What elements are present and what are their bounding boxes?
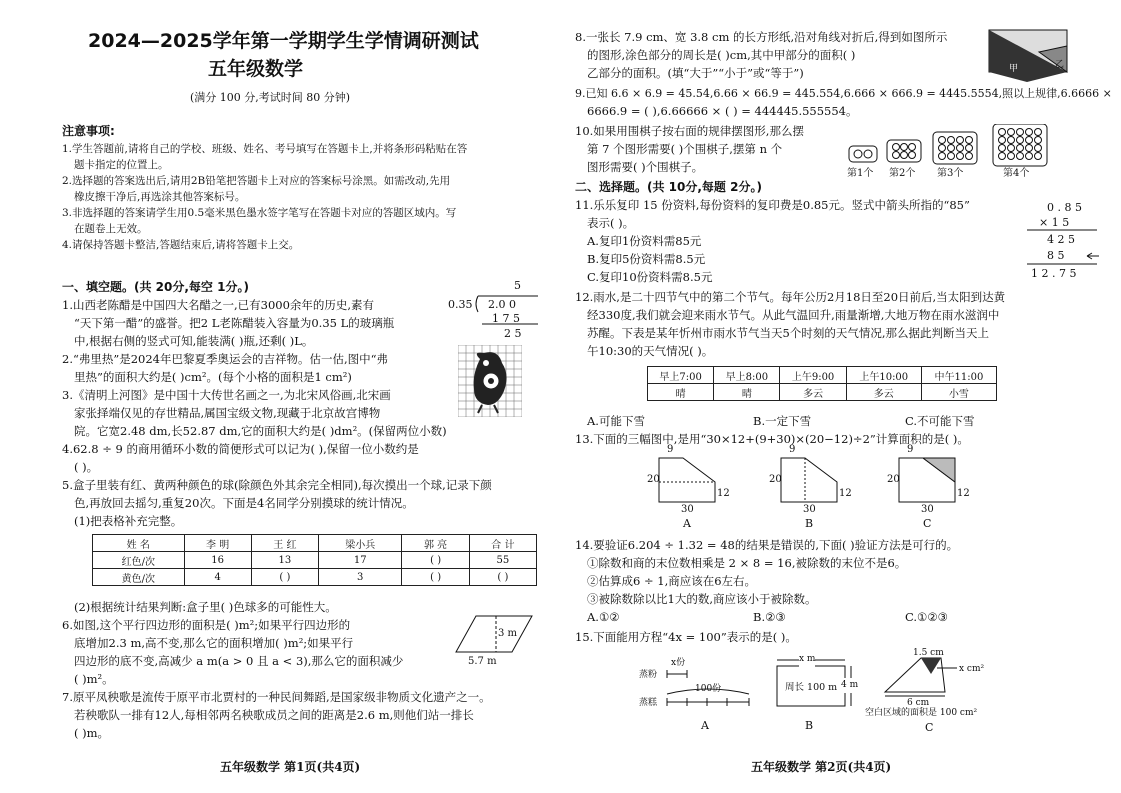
table-cell: 55 (469, 552, 536, 569)
note-line: 1.学生答题前,请将自己的学校、班级、姓名、考号填写在答题卡上,并将条形码粘贴在答 (62, 143, 468, 155)
option-line: B.复印5份资料需8.5元 (587, 252, 706, 266)
division-remainder: 2 5 (504, 327, 522, 340)
dim-label: 1.5 cm (913, 648, 944, 658)
table-cell: 16 (184, 552, 251, 569)
question-line: 若秧歌队一排有12人,每相邻两名秧歌成员之间的距离是2.6 m,则他们站一排长 (74, 708, 474, 722)
weather-table (647, 366, 997, 401)
question-line: 3.《清明上河图》是中国十大传世名画之一,为北宋风俗画,北宋画 (62, 388, 391, 402)
exam-title: 2024—2025学年第一学期学生学情调研测试 (88, 30, 479, 52)
note-line: 在题卷上无效。 (74, 223, 148, 235)
segment-label: 蒸糕 (639, 698, 658, 708)
long-division-figure (448, 278, 540, 342)
question-line: ①除数和商的末位数相乘是 2 × 8 = 16,被除数的末位不是6。 (587, 556, 907, 570)
table-cell: 3 (319, 569, 402, 586)
notes-heading: 注意事项: (62, 124, 115, 138)
question-line: 苏醒。下表是某年忻州市雨水节气当天5个时刻的天气情况,那么据此判断当天上 (587, 326, 989, 340)
option-line: C.不可能下雪 (905, 414, 975, 428)
table-cell: ( ) (251, 569, 318, 586)
question-line: (2)根据统计结果判断:盒子里( )色球多的可能性大。 (74, 600, 337, 614)
table-cell: ( ) (402, 552, 469, 569)
division-divisor: 0.35 (448, 298, 473, 311)
perimeter-label: 周长 100 m (785, 682, 838, 693)
question-line: 乙部分的面积。(填“大于”“小于”或“等于”) (587, 66, 804, 80)
mult-row: 1 2 . 7 5 (1031, 267, 1077, 280)
option-letter: C (923, 517, 932, 530)
table-row (93, 569, 537, 586)
dim-label: 4 m (841, 678, 858, 693)
dim-label: 12 (839, 488, 852, 499)
segment-total: 100份 (695, 684, 722, 694)
triangle-diagram-c (865, 648, 1015, 734)
question-line: 5.盒子里装有红、黄两种颜色的球(除颜色外其余完全相同),每次摸出一个球,记录下颜 (62, 478, 492, 492)
table-cell: ( ) (402, 569, 469, 586)
question-line: 11.乐乐复印 15 份资料,每份资料的复印费是0.85元。竖式中箭头所指的“85” (575, 198, 970, 212)
dim-label: 20 (769, 474, 782, 485)
table-cell: 郭 亮 (402, 535, 469, 552)
mascot-grid-figure (458, 345, 522, 417)
option-line: C.复印10份资料需8.5元 (587, 270, 713, 284)
label-yi: 乙 (1055, 60, 1065, 70)
note-line: 3.非选择题的答案请学生用0.5毫米黑色墨水签字笔写在答题卡对应的答题区域内。写 (62, 207, 457, 219)
go-figure-label: 第4个 (1003, 168, 1030, 179)
table-cell: 晴 (648, 384, 714, 401)
question-line: ( )m。 (74, 726, 110, 740)
table-cell: 17 (319, 552, 402, 569)
dim-label: 20 (887, 474, 900, 485)
option-letter: C (925, 721, 934, 734)
mult-row: 4 2 5 (1047, 233, 1075, 246)
dim-label: 30 (921, 504, 934, 515)
right-page (565, 0, 1110, 793)
note-line: 4.请保持答题卡整洁,答题结束后,请将答题卡上交。 (62, 239, 300, 251)
question-line: 的图形,涂色部分的周长是( )cm,其中甲部分的面积( ) (587, 48, 856, 62)
question-line: 9.已知 6.6 × 6.9 = 45.54,6.66 × 66.9 = 445.554,6.666 × 666.9 = 4445.5554,照以上规律,6.6666 × (575, 87, 1112, 100)
figure-caption: 空白区域的面积是 100 cm² (865, 708, 978, 718)
table-cell: 李 明 (184, 535, 251, 552)
question-line: 第 7 个图形需要( )个围棋子,摆第 n 个 (587, 142, 783, 156)
exam-subject-title: 五年级数学 (208, 58, 304, 80)
mult-row: × 1 5 (1039, 216, 1070, 229)
table-cell: 小雪 (921, 384, 996, 401)
ball-count-table (92, 534, 537, 586)
question-line: 色,再放回去摇匀,重复20次。下面是4名同学分别摸球的统计情况。 (74, 496, 414, 510)
table-header-row (648, 367, 997, 384)
division-quotient: 5 (514, 279, 521, 292)
note-line: 2.选择题的答案选出后,请用2B铅笔把答题卡上对应的答案标号涂黑。如需改动,先用 (62, 175, 451, 187)
table-cell: 上午9:00 (780, 367, 846, 384)
dim-label: 30 (681, 504, 694, 515)
division-dividend: 2.0 0 (488, 298, 516, 311)
dim-label: 9 (789, 444, 796, 455)
table-cell: 姓 名 (93, 535, 185, 552)
label-jia: 甲 (1009, 64, 1019, 74)
table-cell: 早上8:00 (714, 367, 780, 384)
question-line: 中,根据右侧的竖式可知,能装满( )瓶,还剩( )L。 (74, 334, 314, 348)
table-row (648, 384, 997, 401)
division-product: 1 7 5 (492, 312, 520, 325)
folded-paper-figure (987, 28, 1069, 84)
option-line: B.一定下雪 (753, 414, 812, 428)
option-line: A.可能下雪 (587, 414, 645, 428)
table-cell: 13 (251, 552, 318, 569)
question-line: 7.原平凤秧歌是流传于原平市北贾村的一种民间舞蹈,是国家级非物质文化遗产之一。 (62, 690, 491, 704)
exam-subtitle: (满分 100 分,考试时间 80 分钟) (190, 91, 351, 104)
question-line: 四边形的底不变,高减少 a m(a > 0 且 a < 3),那么它的面积减少 (74, 654, 404, 668)
table-cell: 梁小兵 (319, 535, 402, 552)
go-pieces-figure (847, 124, 1097, 180)
question-line: 院。它宽2.48 dm,长52.87 dm,它的面积大约是( )dm²。(保留两位小数) (74, 424, 447, 438)
go-figure-label: 第2个 (889, 168, 916, 179)
option-line: A.①② (587, 610, 620, 624)
question-line: 午10:30的天气情况( )。 (587, 344, 714, 358)
question-line: (1)把表格补充完整。 (74, 514, 183, 528)
question-line: 图形需要( )个围棋子。 (587, 160, 704, 174)
question-line: 10.如果用围棋子按右面的规律摆图形,那么摆 (575, 124, 804, 138)
table-cell: 上午10:00 (846, 367, 921, 384)
option-line: A.复印1份资料需85元 (587, 234, 702, 248)
section-heading: 二、选择题。(共 10分,每题 2分。) (575, 180, 762, 194)
option-letter: A (701, 719, 709, 732)
rectangle-diagram-b (771, 650, 867, 734)
question-line: 15.下面能用方程“4x = 100”表示的是( )。 (575, 630, 797, 644)
parallelogram-figure (452, 612, 536, 668)
composite-shape-b (769, 444, 852, 532)
question-line: 6.如图,这个平行四边形的面积是( )m²;如果平行四边形的 (62, 618, 351, 632)
question-line: 13.下面的三幅图中,是用“30×12+(9+30)×(20−12)÷2”计算面积的是( )。 (575, 432, 969, 446)
table-cell: 晴 (714, 384, 780, 401)
table-cell: 多云 (846, 384, 921, 401)
option-letter: A (683, 517, 691, 530)
question-line: ③被除数除以比1大的数,商应该小于被除数。 (587, 592, 817, 606)
question-line: ( )m²。 (74, 672, 114, 686)
dim-label: x份 (671, 658, 686, 668)
dim-label: x cm² (959, 664, 985, 674)
mult-row: 0 . 8 5 (1047, 201, 1082, 214)
table-cell: ( ) (469, 569, 536, 586)
note-line: 橡皮擦干净后,再选涂其他答案标号。 (74, 191, 246, 203)
table-header-row (93, 535, 537, 552)
section-heading: 一、填空题。(共 20分,每空 1分。) (62, 280, 249, 294)
page-footer: 五年级数学 第1页(共4页) (220, 760, 361, 774)
segment-diagram-a (639, 650, 759, 734)
table-cell: 中午11:00 (921, 367, 996, 384)
go-figure-label: 第3个 (937, 168, 964, 179)
table-cell: 合 计 (469, 535, 536, 552)
question-line: 1.山西老陈醋是中国四大名醋之一,已有3000余年的历史,素有 (62, 298, 375, 312)
option-line: B.②③ (753, 610, 786, 624)
question-line: ( )。 (74, 460, 99, 474)
left-page (0, 0, 545, 793)
option-letter: B (805, 719, 814, 732)
question-line: ②估算成6 ÷ 1,商应该在6左右。 (587, 574, 757, 588)
composite-shape-a (647, 444, 730, 532)
option-line: C.①②③ (905, 610, 948, 624)
option-letter: B (805, 517, 814, 530)
table-cell: 4 (184, 569, 251, 586)
dim-label: 20 (647, 474, 660, 485)
segment-label: 蒸粉 (639, 670, 658, 680)
dim-label: 9 (667, 444, 674, 455)
dim-label: 12 (957, 488, 970, 499)
mult-row: 8 5 (1047, 249, 1065, 262)
question-line: 12.雨水,是二十四节气中的第二个节气。每年公历2月18日至20日前后,当太阳到达黄 (575, 290, 1006, 304)
question-line: 8.一张长 7.9 cm、宽 3.8 cm 的长方形纸,沿对角线对折后,得到如图所示 (575, 30, 948, 44)
table-cell: 黄色/次 (93, 569, 185, 586)
dim-label: x m (799, 652, 815, 667)
question-line: 表示( )。 (587, 216, 635, 230)
dim-label: 6 cm (907, 698, 930, 708)
table-cell: 红色/次 (93, 552, 185, 569)
page-footer: 五年级数学 第2页(共4页) (751, 760, 892, 774)
question-line: “天下第一醋”的盛誉。把2 L老陈醋装入容量为0.35 L的玻璃瓶 (74, 316, 395, 330)
parallelogram-base: 5.7 m (468, 656, 497, 667)
question-line: 经330度,我们就会迎来雨水节气。从此气温回升,雨量渐增,大地万物在雨水滋润中 (587, 308, 1000, 322)
dim-label: 30 (803, 504, 816, 515)
question-line: 4.62.8 ÷ 9 的商用循环小数的简便形式可以记为( ),保留一位小数约是 (62, 442, 419, 456)
multiplication-figure (1025, 198, 1101, 284)
question-line: 里热”的面积大约是( )cm²。(每个小格的面积是1 cm²) (74, 370, 352, 384)
table-row (93, 552, 537, 569)
note-line: 题卡指定的位置上。 (74, 159, 169, 171)
dim-label: 9 (907, 444, 914, 455)
table-cell: 多云 (780, 384, 846, 401)
question-line: 14.要验证6.204 ÷ 1.32 = 48的结果是错误的,下面( )验证方法是可行的。 (575, 538, 959, 552)
composite-shape-c (887, 444, 970, 532)
table-cell: 王 红 (251, 535, 318, 552)
question-line: 底增加2.3 m,高不变,那么它的面积增加( )m²;如果平行 (74, 636, 354, 650)
question-line: 6666.9 = ( ),6.66666 × ( ) = 444445.555554。 (587, 104, 858, 118)
parallelogram-height: 3 m (498, 628, 518, 639)
dim-label: 12 (717, 488, 730, 499)
table-cell: 早上7:00 (648, 367, 714, 384)
question-line: 家张择端仅见的存世精品,属国宝级文物,现藏于北京故宫博物 (74, 406, 381, 420)
question-line: 2.“弗里热”是2024年巴黎夏季奥运会的吉祥物。估一估,图中“弗 (62, 352, 389, 366)
go-figure-label: 第1个 (847, 168, 874, 179)
